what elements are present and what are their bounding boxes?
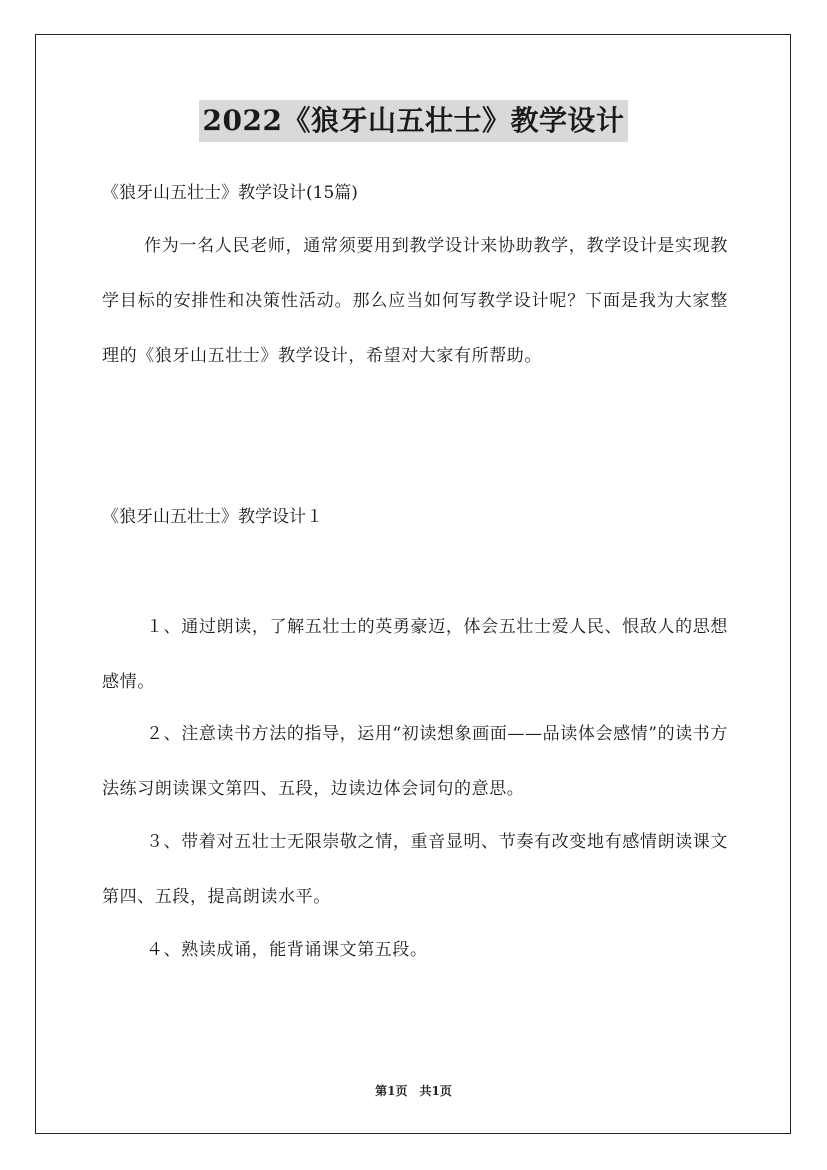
section-heading: 《狼牙山五壮士》教学设计１ [102,507,323,527]
intro-paragraph: 作为一名人民老师，通常须要用到教学设计来协助教学，教学设计是实现教学目标的安排性和决策性活动。那么应当如何写教学设计呢？下面是我为大家整理的《狼牙山五壮士》教学设计，希望对大家有所帮助。 [102,236,728,366]
document-title: 2022《狼牙山五壮士》教学设计 [199,100,629,142]
objective-item: ２、注意读书方法的指导，运用“初读想象画面——品读体会感情”的读书方法练习朗读课文第四、五段，边读边体会词句的意思。 [102,724,728,799]
page-footer: 第1页 共1页 [375,1084,452,1098]
objective-item: ３、带着对五壮士无限崇敬之情，重音显明、节奏有改变地有感情朗读课文第四、五段，提高朗读水平。 [102,832,728,907]
objective-item: １、通过朗读，了解五壮士的英勇豪迈，体会五壮士爱人民、恨敌人的思想感情。 [102,617,728,692]
document-subtitle: 《狼牙山五壮士》教学设计(15篇) [102,183,358,203]
title-wrap [0,100,827,142]
objective-item: ４、熟读成诵，能背诵课文第五段。 [146,940,428,960]
